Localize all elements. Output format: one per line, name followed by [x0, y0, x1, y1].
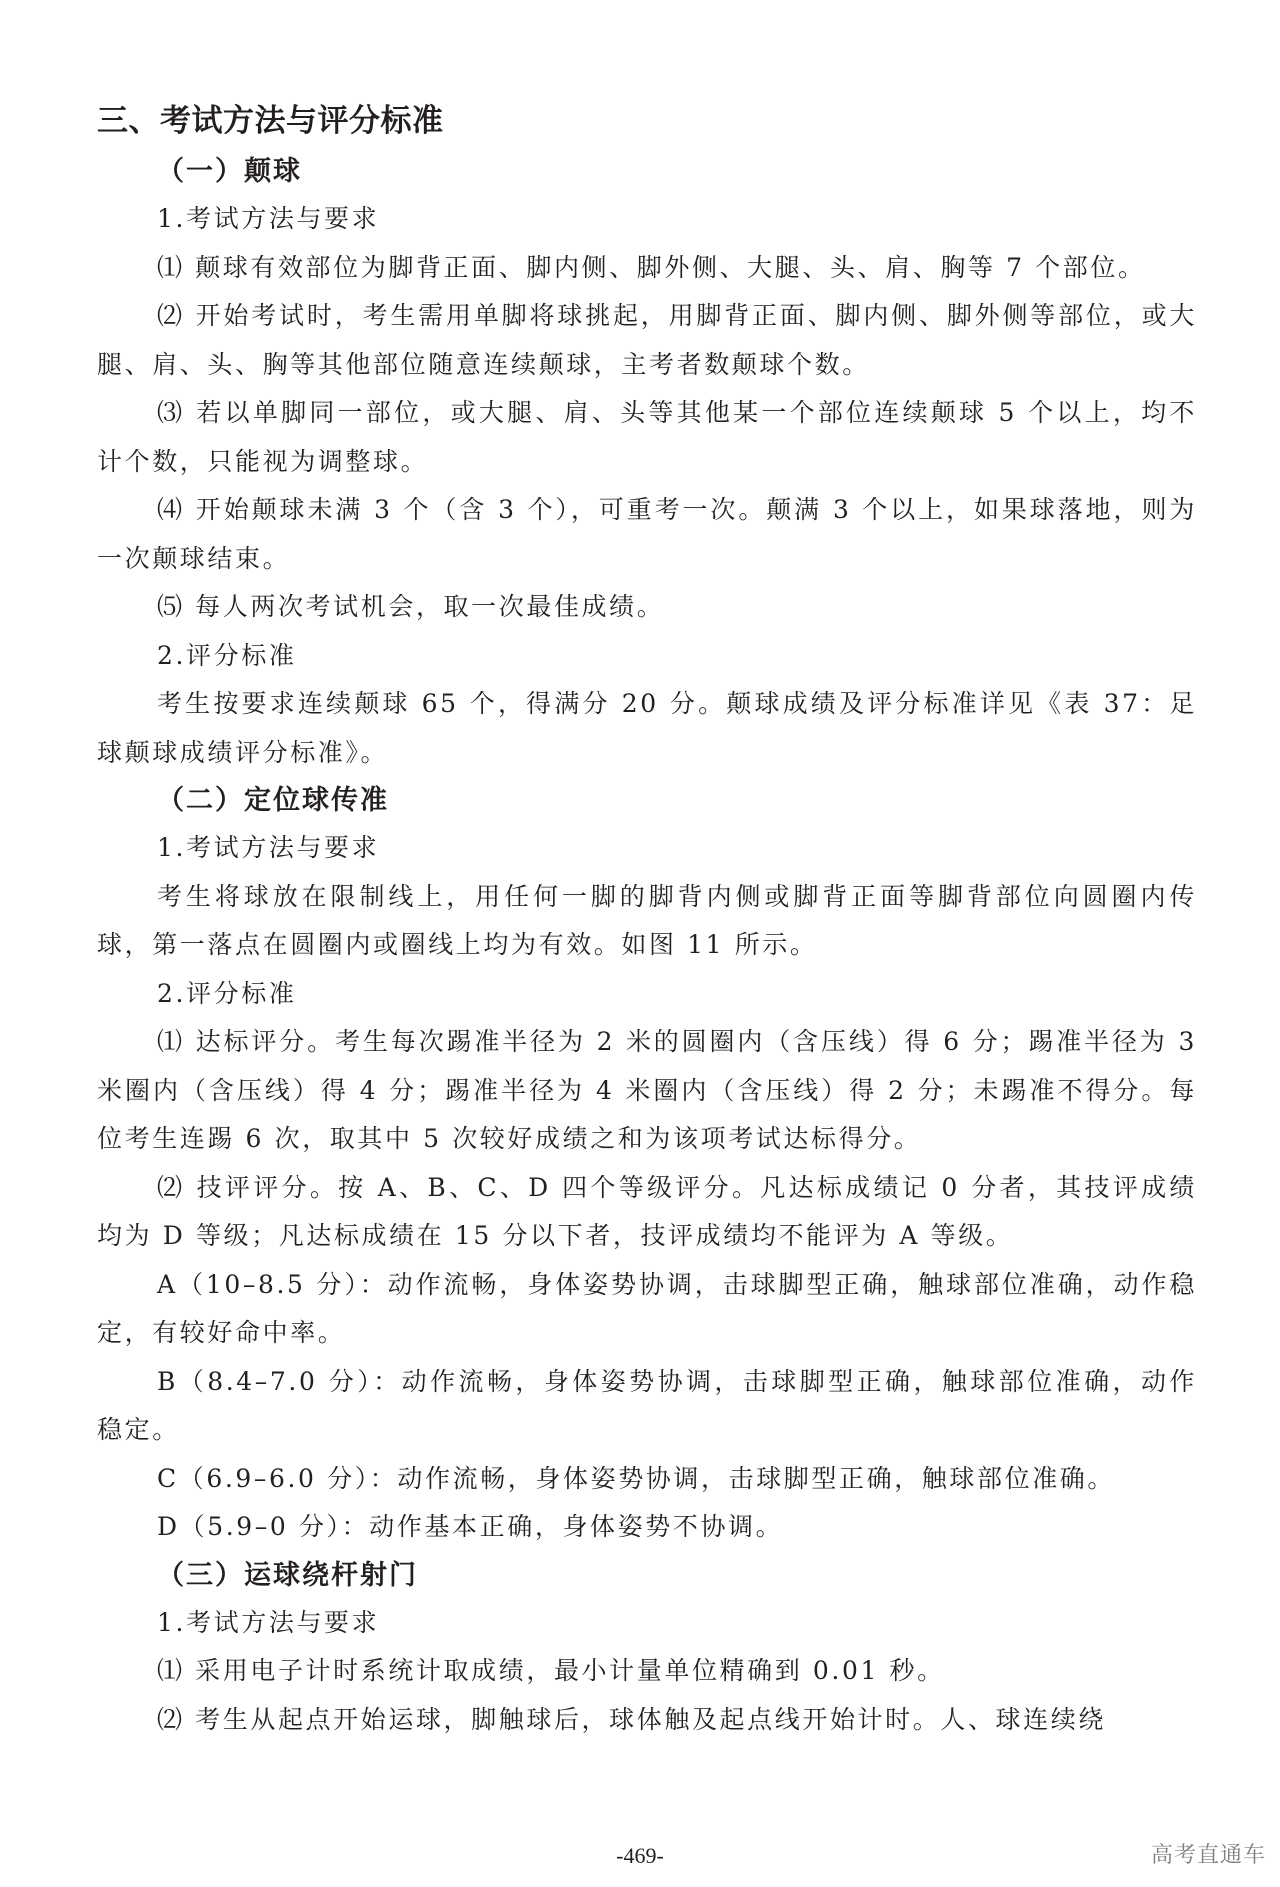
paragraph: 2.评分标准 [157, 978, 297, 1008]
paragraph: 1.考试方法与要求 [157, 1607, 380, 1637]
subsection-heading: （一）颠球 [157, 156, 302, 187]
paragraph: ⑵ 考生从起点开始运球，脚触球后，球体触及起点线开始计时。人、球连续绕 [157, 1704, 1106, 1734]
paragraph: ⑵ 技评评分。按 A、B、C、D 四个等级评分。凡达标成绩记 0 分者，其技评成绩均为 D 等级；凡达标成绩在 15 分以下者，技评成绩均不能评为 A 等级。 [97, 1172, 1197, 1250]
paragraph: ⑷ 开始颠球未满 3 个（含 3 个），可重考一次。颠满 3 个以上，如果球落地，则为一次颠球结束。 [97, 495, 1197, 573]
document-body [97, 148, 1197, 1744]
document-page [97, 96, 1197, 1744]
paragraph: 1.考试方法与要求 [157, 204, 380, 233]
paragraph: ⑴ 采用电子计时系统计取成绩，最小计量单位精确到 0.01 秒。 [157, 1656, 945, 1685]
subsection-heading: （三）运球绕杆射门 [157, 1559, 418, 1591]
paragraph: D（5.9–0 分）：动作基本正确，身体姿势不协调。 [157, 1512, 784, 1541]
paragraph: ⑶ 若以单脚同一部位，或大腿、肩、头等其他某一个部位连续颠球 5 个以上，均不计个数，只能视为调整球。 [97, 398, 1197, 476]
paragraph: ⑵ 开始考试时，考生需用单脚将球挑起，用脚背正面、脚内侧、脚外侧等部位，或大腿、肩、头、胸等其他部位随意连续颠球，主考者数颠球个数。 [97, 301, 1197, 379]
paragraph: 考生将球放在限制线上，用任何一脚的脚背内侧或脚背正面等脚背部位向圆圈内传球，第一落点在圆圈内或圈线上均为有效。如图 11 所示。 [97, 881, 1197, 959]
paragraph: 1.考试方法与要求 [157, 833, 380, 862]
paragraph: 2.评分标准 [157, 640, 297, 670]
paragraph: A（10–8.5 分）：动作流畅，身体姿势协调，击球脚型正确，触球部位准确，动作稳定，有较好命中率。 [97, 1269, 1197, 1347]
paragraph: ⑴ 颠球有效部位为脚背正面、脚内侧、脚外侧、大腿、头、肩、胸等 7 个部位。 [157, 252, 1146, 282]
paragraph: C（6.9–6.0 分）：动作流畅，身体姿势协调，击球脚型正确，触球部位准确。 [157, 1463, 1115, 1493]
watermark-text: 高考直通车 [1150, 1843, 1266, 1868]
paragraph: B（8.4–7.0 分）：动作流畅，身体姿势协调，击球脚型正确，触球部位准确，动作稳定。 [97, 1366, 1197, 1444]
paragraph: 考生按要求连续颠球 65 个，得满分 20 分。颠球成绩及评分标准详见《表 37：足球颠球成绩评分标准》。 [97, 689, 1197, 767]
paragraph: ⑸ 每人两次考试机会，取一次最佳成绩。 [157, 592, 665, 621]
page-number: -469- [616, 1843, 664, 1868]
paragraph: ⑴ 达标评分。考生每次踢准半径为 2 米的圆圈内（含压线）得 6 分；踢准半径为 3 米圈内（含压线）得 4 分；踢准半径为 4 米圈内（含压线）得 2 分；未踢准不得分。每位考生连踢 6 次，取其中 5 次较好成绩之和为该项考试达标得分。 [97, 1027, 1197, 1153]
subsection-heading: （二）定位球传准 [157, 785, 389, 816]
section-title: 三、考试方法与评分标准 [97, 103, 444, 139]
